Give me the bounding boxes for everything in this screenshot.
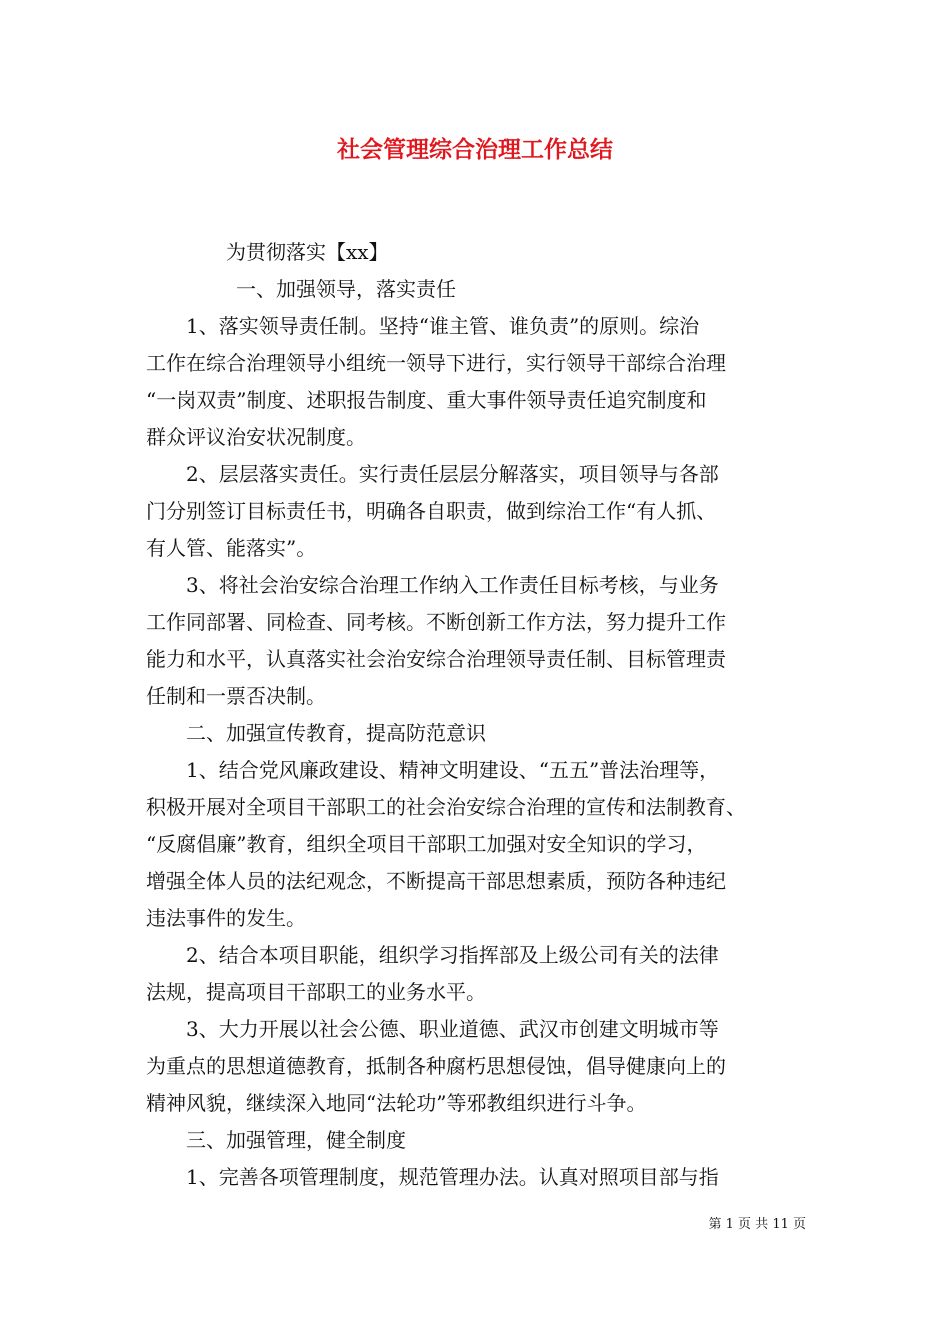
paragraph-intro [146, 234, 806, 271]
text-line: 为重点的思想道德教育，抵制各种腐朽思想侵蚀，倡导健康向上的 [146, 1054, 726, 1078]
text-line: 1、结合党风廉政建设、精神文明建设、“五五”普法治理等， [186, 758, 720, 782]
text-line: 三、加强管理，健全制度 [186, 1128, 406, 1152]
text-line: 为贯彻落实【xx】 [226, 240, 389, 264]
text-line: 2、层层落实责任。实行责任层层分解落实，项目领导与各部 [186, 462, 719, 486]
text-line: 法规，提高项目干部职工的业务水平。 [146, 980, 486, 1004]
text-line: 二、加强宣传教育，提高防范意识 [186, 721, 486, 745]
text-line: “反腐倡廉”教育，组织全项目干部职工加强对安全知识的学习， [146, 832, 707, 856]
text-line: 2、结合本项目职能，组织学习指挥部及上级公司有关的法律 [186, 943, 719, 967]
paragraph-s2p3 [146, 1011, 806, 1122]
paragraph-s1p2 [146, 456, 806, 567]
document-body [146, 234, 806, 1196]
text-line: 3、将社会治安综合治理工作纳入工作责任目标考核，与业务 [186, 573, 719, 597]
text-line: 违法事件的发生。 [146, 906, 306, 930]
paragraph-sec2 [146, 715, 806, 752]
paragraph-s2p2 [146, 937, 806, 1011]
text-line: 群众评议治安状况制度。 [146, 425, 366, 449]
text-line: 任制和一票否决制。 [146, 684, 326, 708]
page-title: 社会管理综合治理工作总结 [337, 136, 613, 163]
text-line: 1、落实领导责任制。坚持“谁主管、谁负责”的原则。综治 [186, 314, 700, 338]
page-footer: 第 1 页 共 11 页 [708, 1217, 806, 1232]
paragraph-sec1 [146, 271, 806, 308]
text-line: 工作同部署、同检查、同考核。不断创新工作方法，努力提升工作 [146, 610, 726, 634]
text-line: “一岗双责”制度、述职报告制度、重大事件领导责任追究制度和 [146, 388, 707, 412]
paragraph-s1p1 [146, 308, 806, 456]
text-line: 一、加强领导，落实责任 [236, 277, 456, 301]
text-line: 工作在综合治理领导小组统一领导下进行，实行领导干部综合治理 [146, 351, 726, 375]
paragraph-sec3 [146, 1122, 806, 1159]
text-line: 门分别签订目标责任书，明确各自职责，做到综治工作“有人抓、 [146, 499, 717, 523]
text-line: 积极开展对全项目干部职工的社会治安综合治理的宣传和法制教育、 [146, 795, 746, 819]
paragraph-s2p1 [146, 752, 806, 937]
text-line: 增强全体人员的法纪观念，不断提高干部思想素质，预防各种违纪 [146, 869, 726, 893]
text-line: 3、大力开展以社会公德、职业道德、武汉市创建文明城市等 [186, 1017, 719, 1041]
text-line: 能力和水平，认真落实社会治安综合治理领导责任制、目标管理责 [146, 647, 726, 671]
paragraph-s1p3 [146, 567, 806, 715]
text-line: 精神风貌，继续深入地同“法轮功”等邪教组织进行斗争。 [146, 1091, 647, 1115]
text-line: 1、完善各项管理制度，规范管理办法。认真对照项目部与指 [186, 1165, 719, 1189]
paragraph-s3p1 [146, 1159, 806, 1196]
text-line: 有人管、能落实”。 [146, 536, 317, 560]
